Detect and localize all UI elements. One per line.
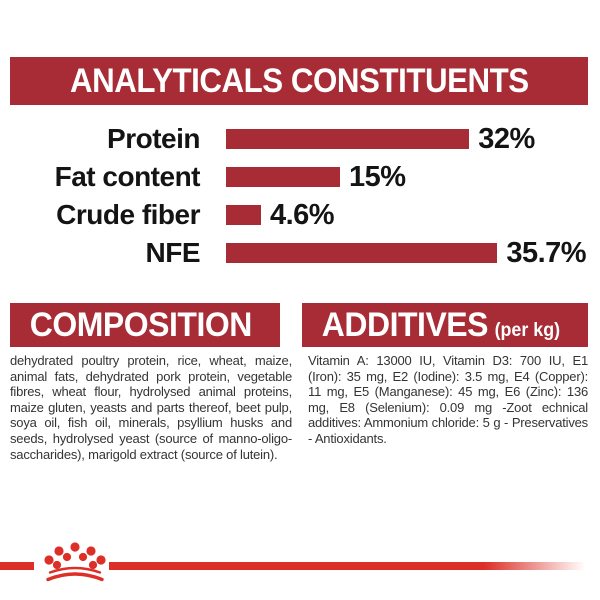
chart-category-label: NFE	[145, 237, 200, 268]
additives-text: Vitamin A: 13000 IU, Vitamin D3: 700 IU, E1 (Iron): 35 mg, E2 (Iodine): 3.5 mg, E4 (Copper): 11 mg, E5 (Manganese): 45 mg, E6 (Zinc): 136 mg, E8 (Selenium): 0.09 mg -Zoot echnical additives: Ammonium chloride: 5 g - Preservatives - Antioxidants.	[308, 353, 588, 446]
chart-row	[0, 196, 600, 234]
composition-text: dehydrated poultry protein, rice, wheat, maize, animal fats, dehydrated pork protein, vegetable fibres, wheat flour, hydrolysed animal proteins, maize gluten, yeasts and parts thereof, beet pulp, soya oil, fish oil, minerals, psyllium husks and seeds, hydrolysed yeast (source of manno-oligo-saccharides), marigold extract (source of lutein).	[10, 353, 292, 462]
chart-bar	[226, 205, 261, 225]
chart-bar	[226, 243, 497, 263]
chart-value-label: 32%	[478, 122, 535, 155]
chart-row	[0, 158, 600, 196]
chart-value-label: 4.6%	[269, 198, 335, 231]
analyticals-header-banner	[10, 57, 588, 105]
royal-canin-crown-icon	[42, 542, 108, 584]
additives-title: ADDITIVES	[321, 305, 488, 344]
additives-unit-label: (per kg)	[494, 319, 561, 341]
chart-row	[0, 234, 600, 272]
chart-bar	[226, 129, 469, 149]
chart-bar	[226, 167, 340, 187]
footer-line-left	[0, 562, 34, 570]
chart-category-label: Protein	[107, 123, 200, 154]
chart-category-label: Crude fiber	[56, 199, 200, 230]
chart-value-label: 15%	[349, 160, 406, 193]
composition-banner	[10, 303, 280, 347]
chart-value-label: 35.7%	[506, 236, 587, 269]
analyticals-title: ANALYTICALS CONSTITUENTS	[69, 61, 529, 100]
analyticals-bar-chart	[0, 120, 600, 272]
additives-banner	[302, 303, 588, 347]
chart-category-label: Fat content	[54, 161, 200, 192]
chart-row	[0, 120, 600, 158]
footer-line-main	[109, 562, 590, 570]
composition-title: COMPOSITION	[29, 305, 252, 344]
